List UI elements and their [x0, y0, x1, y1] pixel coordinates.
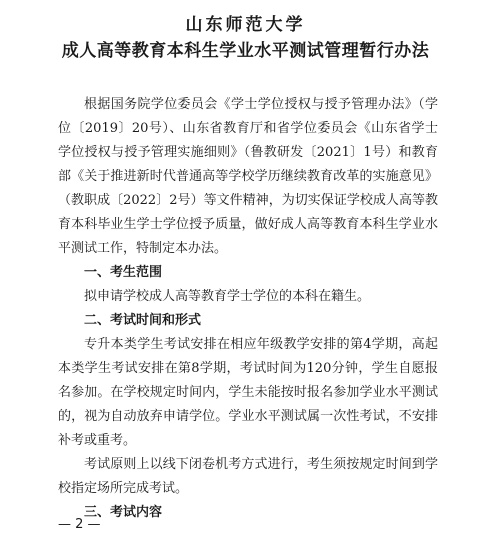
document-title: 成人高等教育本科生学业水平测试管理暂行办法 — [61, 41, 430, 61]
scope-paragraph: 拟申请学校成人高等教育学士学位的本科在籍生。 — [84, 289, 371, 304]
time-format-paragraph-1: 专升本类学生考试安排在相应年级教学安排的第4学期，高起本类学生考试安排在第8学期，考试时间为120分钟，学生自愿报名参加。在学校规定时间内，学生未能按时报名参加学业水平测试的，视为自动放弃申请学位。学业水平测试属一次性考试，不安排补考或重考。 — [58, 337, 438, 448]
section-heading-time-format: 二、考试时间和形式 — [84, 313, 202, 328]
section-heading-content: 三、考试内容 — [84, 505, 163, 520]
time-format-paragraph-2: 考试原则上以线下闭卷机考方式进行，考生须按规定时间到学校指定场所完成考试。 — [58, 457, 438, 496]
intro-paragraph: 根据国务院学位委员会《学士学位授权与授予管理办法》（学位〔2019〕20号）、山东省教育厅和省学位委员会《山东省学士学位授权与授予管理实施细则》（鲁教研发〔2021〕1号）和教育部《关于推进新时代普通高等学校学历继续教育改革的实施意见》（教职成〔2022〕2号）等文件精神，为切实保证学校成人高等教育本科毕业生学士学位授予质量，做好成人高等教育本科生学业水平测试工作，特制定本办法。 — [58, 97, 438, 256]
university-name: 山东师范大学 — [185, 15, 306, 35]
page-number: — 2 — — [58, 517, 101, 532]
document-body — [58, 93, 438, 525]
section-heading-scope: 一、考生范围 — [84, 265, 163, 280]
